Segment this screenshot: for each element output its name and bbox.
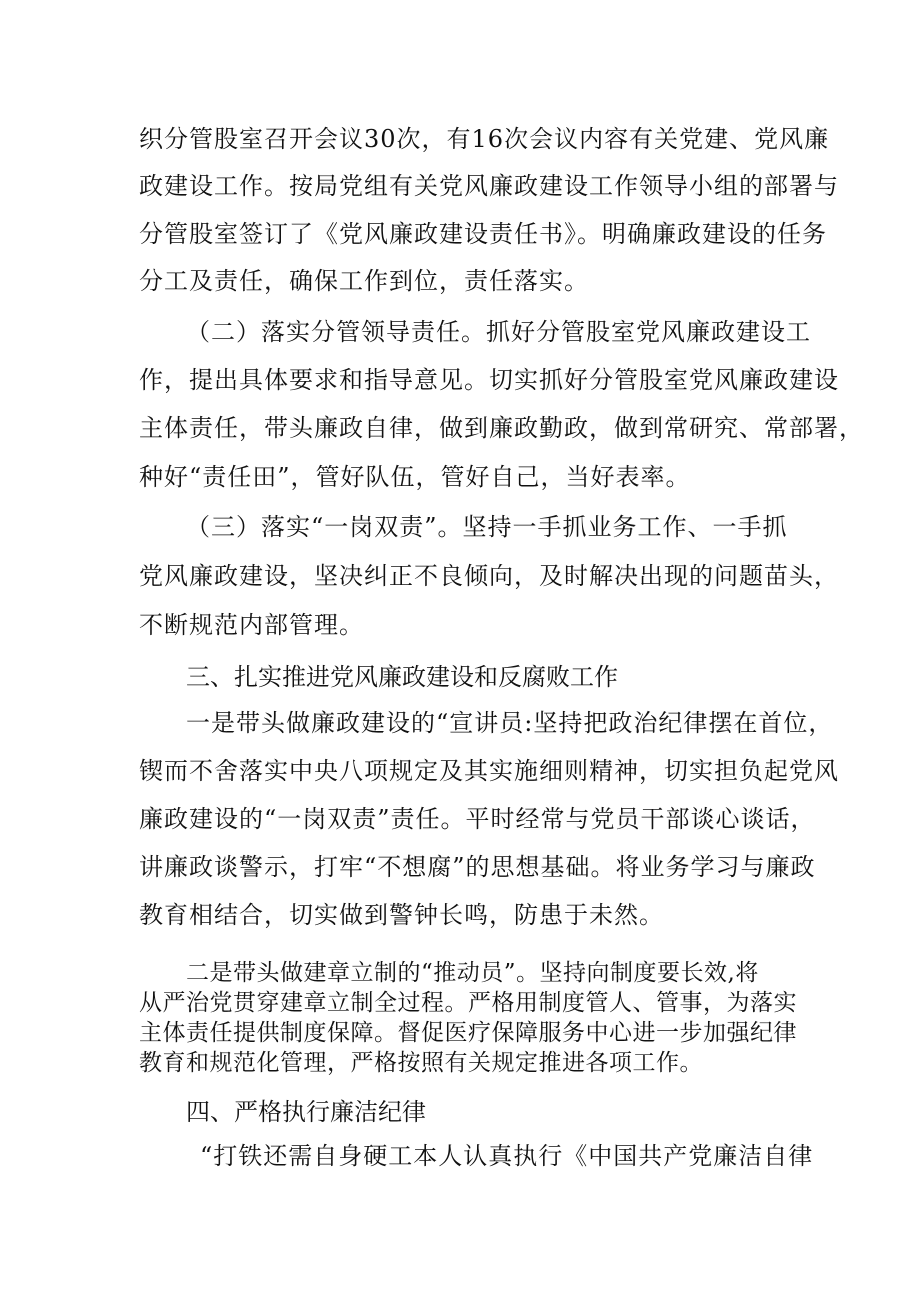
paragraph-5-line-2: 从严治党贯穿建章立制全过程。严格用制度管人、管事，为落实 xyxy=(139,990,797,1016)
paragraph-5-line-1: 二是带头做建章立制的“推动员”。坚持向制度要长效,将 xyxy=(186,960,759,986)
paragraph-3-line-2: 党风廉政建设，坚决纠正不良倾向，及时解决出现的问题苗头， xyxy=(139,562,839,590)
paragraph-3-line-1: （三）落实“一岗双责”。坚持一手抓业务工作、一手抓 xyxy=(186,513,788,541)
paragraph-5-line-3: 主体责任提供制度保障。督促医疗保障服务中心进一步加强纪律 xyxy=(139,1020,797,1046)
heading-section-3: 三、扎实推进党风廉政建设和反腐败工作 xyxy=(186,663,618,691)
paragraph-1-line-2: 政建设工作。按局党组有关党风廉政建设工作领导小组的部署与 xyxy=(139,172,839,200)
paragraph-3-line-3: 不断规范内部管理。 xyxy=(139,611,364,639)
paragraph-1-line-1: 织分管股室召开会议30次，有16次会议内容有关党建、党风廉 xyxy=(139,125,830,153)
paragraph-1-line-4: 分工及责任，确保工作到位，责任落实。 xyxy=(139,267,589,295)
paragraph-2-line-1: （二）落实分管领导责任。抓好分管股室党风廉政建设工 xyxy=(186,318,811,346)
paragraph-2-line-4: 种好“责任田”，管好队伍，管好自己，当好表率。 xyxy=(139,463,691,491)
paragraph-6-line-1: “打铁还需自身硬工本人认真执行《中国共产党廉洁自律 xyxy=(200,1142,814,1170)
paragraph-4-line-2: 锲而不舍落实中央八项规定及其实施细则精神，切实担负起党风 xyxy=(139,757,839,785)
paragraph-5-line-4: 教育和规范化管理，严格按照有关规定推进各项工作。 xyxy=(139,1050,703,1076)
paragraph-2-line-2: 作，提出具体要求和指导意见。切实抓好分管股室党风廉政建设 xyxy=(139,366,839,394)
paragraph-4-line-1: 一是带头做廉政建设的“宣讲员:坚持把政治纪律摆在首位， xyxy=(186,709,834,737)
paragraph-1-line-3: 分管股室签订了《党风廉政建设责任书》。明确廉政建设的任务 xyxy=(139,220,827,248)
paragraph-4-line-5: 教育相结合，切实做到警钟长鸣，防患于未然。 xyxy=(139,901,664,929)
paragraph-4-line-3: 廉政建设的“一岗双责”责任。平时经常与党员干部谈心谈话， xyxy=(139,805,816,833)
paragraph-2-line-3: 主体责任，带头廉政自律，做到廉政勤政，做到常研究、常部署， xyxy=(139,414,864,442)
heading-section-4: 四、严格执行廉洁纪律 xyxy=(186,1098,426,1126)
paragraph-4-line-4: 讲廉政谈警示，打牢“不想腐”的思想基础。将业务学习与廉政 xyxy=(139,853,816,881)
